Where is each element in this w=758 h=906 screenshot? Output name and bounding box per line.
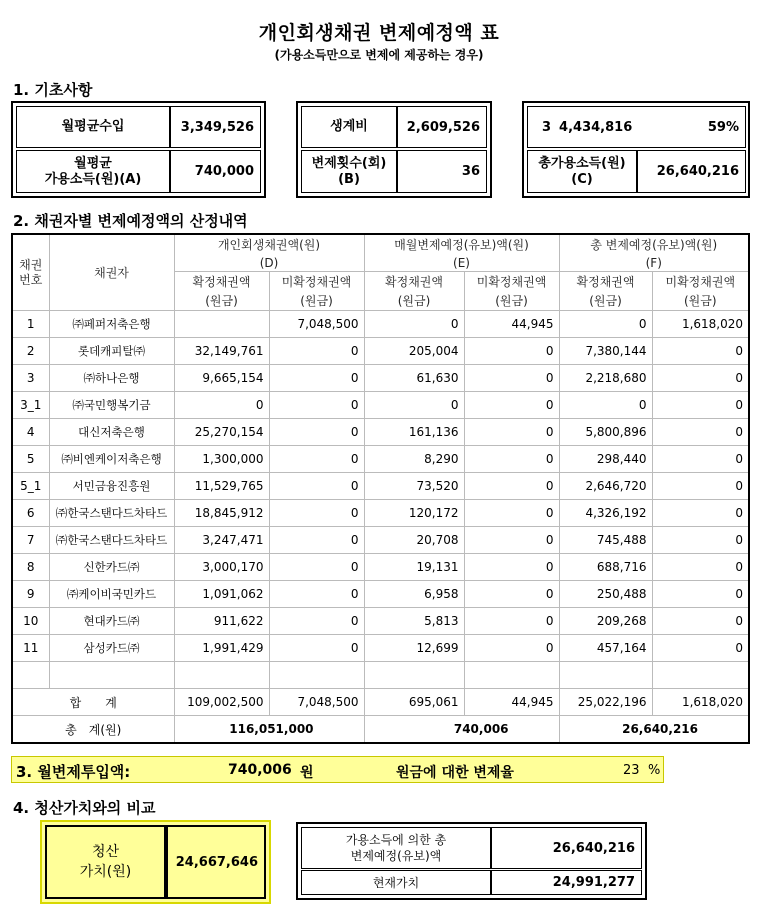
table-row: [12, 419, 749, 446]
sum-f2: 1,618,020: [652, 689, 749, 716]
row-no: 3: [12, 365, 49, 392]
row-e2: 0: [464, 473, 559, 500]
row-d2: 0: [269, 392, 364, 419]
row-e1: 6,958: [364, 581, 464, 608]
row-f1: 209,268: [559, 608, 652, 635]
living-cost-value: 2,609,526: [397, 106, 487, 148]
row-no: 11: [12, 635, 49, 662]
row-e2: 0: [464, 527, 559, 554]
row-e1: 0: [364, 311, 464, 338]
sub-header-f-unconfirmed: 미확정채권액: [652, 272, 749, 292]
table-row: [12, 581, 749, 608]
total-disposable-label-line1: 총가용소득(원): [538, 155, 626, 171]
code-amount: 4,434,816: [559, 119, 633, 135]
row-f1: 0: [559, 311, 652, 338]
expected-repayment-label-line2: 변제예정(유보)액: [350, 849, 442, 863]
row-d2: 0: [269, 446, 364, 473]
section2-heading: 2. 채권자별 변제예정액의 산정내역: [13, 212, 248, 230]
row-e1: 12,699: [364, 635, 464, 662]
row-d2: 0: [269, 608, 364, 635]
row-d2: 0: [269, 581, 364, 608]
sub-header-e-confirmed-unit: (원금): [364, 291, 464, 311]
row-d2: 0: [269, 338, 364, 365]
row-no: 6: [12, 500, 49, 527]
sum-d1: 109,002,500: [174, 689, 269, 716]
sub-header-e-unconfirmed-unit: (원금): [464, 291, 559, 311]
row-f2: 0: [652, 554, 749, 581]
total-label: 총 계(원): [12, 716, 174, 744]
sum-e2: 44,945: [464, 689, 559, 716]
row-d1: 32,149,761: [174, 338, 269, 365]
page-subtitle: (가용소득만으로 변제에 제공하는 경우): [274, 48, 484, 62]
row-e2: 0: [464, 338, 559, 365]
row-f1: 2,646,720: [559, 473, 652, 500]
row-d1: 1,991,429: [174, 635, 269, 662]
row-d1: 911,622: [174, 608, 269, 635]
row-e2: 0: [464, 608, 559, 635]
row-no: 1: [12, 311, 49, 338]
row-f2: 0: [652, 473, 749, 500]
monthly-payment-unit: 원: [300, 765, 314, 781]
row-e2: 0: [464, 500, 559, 527]
col-header-e: 매월변제예정(유보)액(원): [364, 234, 559, 254]
total-disposable-label-line2: (C): [571, 171, 593, 187]
table-row: [12, 392, 749, 419]
row-d1: 3,000,170: [174, 554, 269, 581]
row-d1: 11,529,765: [174, 473, 269, 500]
row-e2: 44,945: [464, 311, 559, 338]
creditor-rows: [12, 311, 749, 662]
sub-header-f-confirmed: 확정채권액: [559, 272, 652, 292]
total-d: 116,051,000: [174, 716, 364, 744]
row-creditor: 삼성카드㈜: [49, 635, 174, 662]
total-row: [12, 716, 749, 744]
row-no: 8: [12, 554, 49, 581]
repayment-ratio-label: 원금에 대한 변제율: [396, 765, 514, 781]
row-d1: 3,247,471: [174, 527, 269, 554]
section1-heading: 1. 기초사항: [13, 81, 93, 99]
sum-d2: 7,048,500: [269, 689, 364, 716]
expected-repayment-value: 26,640,216: [491, 827, 642, 869]
repayment-ratio-unit: %: [648, 763, 661, 778]
avg-disposable-value: 740,000: [170, 150, 261, 193]
row-d2: 0: [269, 473, 364, 500]
total-disposable-label: [527, 150, 637, 193]
row-no: 7: [12, 527, 49, 554]
sub-header-d-confirmed: 확정채권액: [174, 272, 269, 292]
row-e1: 61,630: [364, 365, 464, 392]
row-e1: 19,131: [364, 554, 464, 581]
living-cost-box: [296, 101, 492, 198]
row-creditor: ㈜하나은행: [49, 365, 174, 392]
row-creditor: ㈜국민행복기금: [49, 392, 174, 419]
row-d1: 1,091,062: [174, 581, 269, 608]
table-row: [12, 608, 749, 635]
row-no: 3_1: [12, 392, 49, 419]
row-d2: 0: [269, 500, 364, 527]
page-title: 개인회생채권 변제예정액 표: [258, 22, 500, 44]
code-row: [527, 106, 746, 148]
creditor-table: [11, 233, 750, 744]
avg-disposable-label-line1: 월평균: [74, 155, 112, 171]
col-header-no: 채권 번호: [12, 234, 49, 311]
sub-header-e-unconfirmed: 미확정채권액: [464, 272, 559, 292]
payment-count-value: 36: [397, 150, 487, 193]
monthly-payment-bar: [11, 756, 664, 783]
col-header-e-code: (E): [364, 254, 559, 272]
total-disposable-box: [522, 101, 750, 198]
row-e1: 8,290: [364, 446, 464, 473]
row-d1: [174, 311, 269, 338]
section4-heading: 4. 청산가치와의 비교: [13, 799, 156, 817]
row-f2: 0: [652, 608, 749, 635]
row-no: 5: [12, 446, 49, 473]
liquidation-value-box: [40, 820, 271, 904]
row-f2: 0: [652, 392, 749, 419]
row-creditor: 롯데캐피탈㈜: [49, 338, 174, 365]
row-e1: 161,136: [364, 419, 464, 446]
repayment-ratio-value: 23: [623, 763, 640, 778]
table-row: [12, 338, 749, 365]
row-f2: 0: [652, 500, 749, 527]
row-f2: 1,618,020: [652, 311, 749, 338]
row-d1: 9,665,154: [174, 365, 269, 392]
total-e: 740,006: [364, 716, 559, 744]
col-header-f-code: (F): [559, 254, 749, 272]
row-e2: 0: [464, 554, 559, 581]
code-percent: 59%: [707, 119, 739, 135]
row-d1: 0: [174, 392, 269, 419]
avg-disposable-label-line2: 가용소득(원)(A): [44, 171, 142, 187]
row-e1: 120,172: [364, 500, 464, 527]
row-f2: 0: [652, 446, 749, 473]
table-row: [12, 473, 749, 500]
row-f2: 0: [652, 338, 749, 365]
row-e1: 0: [364, 392, 464, 419]
row-no: 2: [12, 338, 49, 365]
row-d2: 0: [269, 554, 364, 581]
row-creditor: ㈜페퍼저축은행: [49, 311, 174, 338]
row-d1: 1,300,000: [174, 446, 269, 473]
table-row: [12, 527, 749, 554]
living-cost-label: 생계비: [301, 106, 397, 148]
row-f2: 0: [652, 581, 749, 608]
row-e1: 5,813: [364, 608, 464, 635]
liquidation-label-line2: 가치(원): [79, 864, 132, 880]
payment-count-label: [301, 150, 397, 193]
row-e2: 0: [464, 581, 559, 608]
liquidation-label-line1: 청산: [91, 844, 120, 860]
row-d2: 7,048,500: [269, 311, 364, 338]
avg-disposable-label: [16, 150, 170, 193]
row-f1: 7,380,144: [559, 338, 652, 365]
monthly-income-label: 월평균수입: [16, 106, 170, 148]
table-row: [12, 446, 749, 473]
row-f1: 2,218,680: [559, 365, 652, 392]
sub-header-e-confirmed: 확정채권액: [364, 272, 464, 292]
sub-header-f-unconfirmed-unit: (원금): [652, 291, 749, 311]
sub-header-f-confirmed-unit: (원금): [559, 291, 652, 311]
row-f1: 0: [559, 392, 652, 419]
col-header-d: 개인회생채권액(원): [174, 234, 364, 254]
row-d1: 18,845,912: [174, 500, 269, 527]
liquidation-label: [45, 825, 166, 899]
row-creditor: 서민금융진흥원: [49, 473, 174, 500]
row-f1: 5,800,896: [559, 419, 652, 446]
table-row: [12, 500, 749, 527]
row-f1: 250,488: [559, 581, 652, 608]
row-f2: 0: [652, 365, 749, 392]
row-d2: 0: [269, 365, 364, 392]
row-e2: 0: [464, 365, 559, 392]
payment-count-label-line2: (B): [338, 171, 360, 187]
table-row: [12, 635, 749, 662]
row-e2: 0: [464, 635, 559, 662]
total-f: 26,640,216: [559, 716, 749, 744]
present-value-label: 현재가치: [301, 870, 491, 895]
row-creditor: ㈜한국스탠다드차타드: [49, 500, 174, 527]
row-f1: 688,716: [559, 554, 652, 581]
code-number: 3: [542, 119, 552, 135]
row-no: 5_1: [12, 473, 49, 500]
table-row: [12, 311, 749, 338]
basic-income-box: [11, 101, 266, 198]
row-f2: 0: [652, 635, 749, 662]
row-d2: 0: [269, 419, 364, 446]
sum-e1: 695,061: [364, 689, 464, 716]
liquidation-value: 24,667,646: [166, 825, 266, 899]
row-f1: 745,488: [559, 527, 652, 554]
row-no: 4: [12, 419, 49, 446]
row-creditor: ㈜케이비국민카드: [49, 581, 174, 608]
sum-f1: 25,022,196: [559, 689, 652, 716]
row-no: 10: [12, 608, 49, 635]
sum-row: [12, 689, 749, 716]
monthly-income-value: 3,349,526: [170, 106, 261, 148]
row-f2: 0: [652, 419, 749, 446]
row-e1: 20,708: [364, 527, 464, 554]
row-f1: 457,164: [559, 635, 652, 662]
row-e2: 0: [464, 392, 559, 419]
row-f2: 0: [652, 527, 749, 554]
row-creditor: 신한카드㈜: [49, 554, 174, 581]
col-header-f: 총 변제예정(유보)액(원): [559, 234, 749, 254]
row-e2: 0: [464, 446, 559, 473]
row-f1: 298,440: [559, 446, 652, 473]
present-value: 24,991,277: [491, 870, 642, 895]
empty-row: [12, 662, 749, 689]
comparison-box: [296, 822, 647, 900]
payment-count-label-line1: 변제횟수(회): [311, 155, 387, 171]
row-d2: 0: [269, 527, 364, 554]
row-d1: 25,270,154: [174, 419, 269, 446]
section3-heading: 3. 월변제투입액:: [16, 763, 131, 781]
expected-repayment-label: [301, 827, 491, 869]
col-header-creditor: 채권자: [49, 234, 174, 311]
sub-header-d-confirmed-unit: (원금): [174, 291, 269, 311]
monthly-payment-amount: 740,006: [228, 762, 292, 778]
table-row: [12, 554, 749, 581]
table-row: [12, 365, 749, 392]
row-e2: 0: [464, 419, 559, 446]
total-disposable-value: 26,640,216: [637, 150, 746, 193]
row-e1: 205,004: [364, 338, 464, 365]
col-header-d-code: (D): [174, 254, 364, 272]
row-d2: 0: [269, 635, 364, 662]
sum-label: 합 계: [12, 689, 174, 716]
row-creditor: ㈜한국스탠다드차타드: [49, 527, 174, 554]
row-e1: 73,520: [364, 473, 464, 500]
row-creditor: 현대카드㈜: [49, 608, 174, 635]
row-no: 9: [12, 581, 49, 608]
sub-header-d-unconfirmed: 미확정채권액: [269, 272, 364, 292]
row-creditor: 대신저축은행: [49, 419, 174, 446]
expected-repayment-label-line1: 가용소득에 의한 총: [345, 833, 447, 847]
sub-header-d-unconfirmed-unit: (원금): [269, 291, 364, 311]
row-f1: 4,326,192: [559, 500, 652, 527]
row-creditor: ㈜비엔케이저축은행: [49, 446, 174, 473]
